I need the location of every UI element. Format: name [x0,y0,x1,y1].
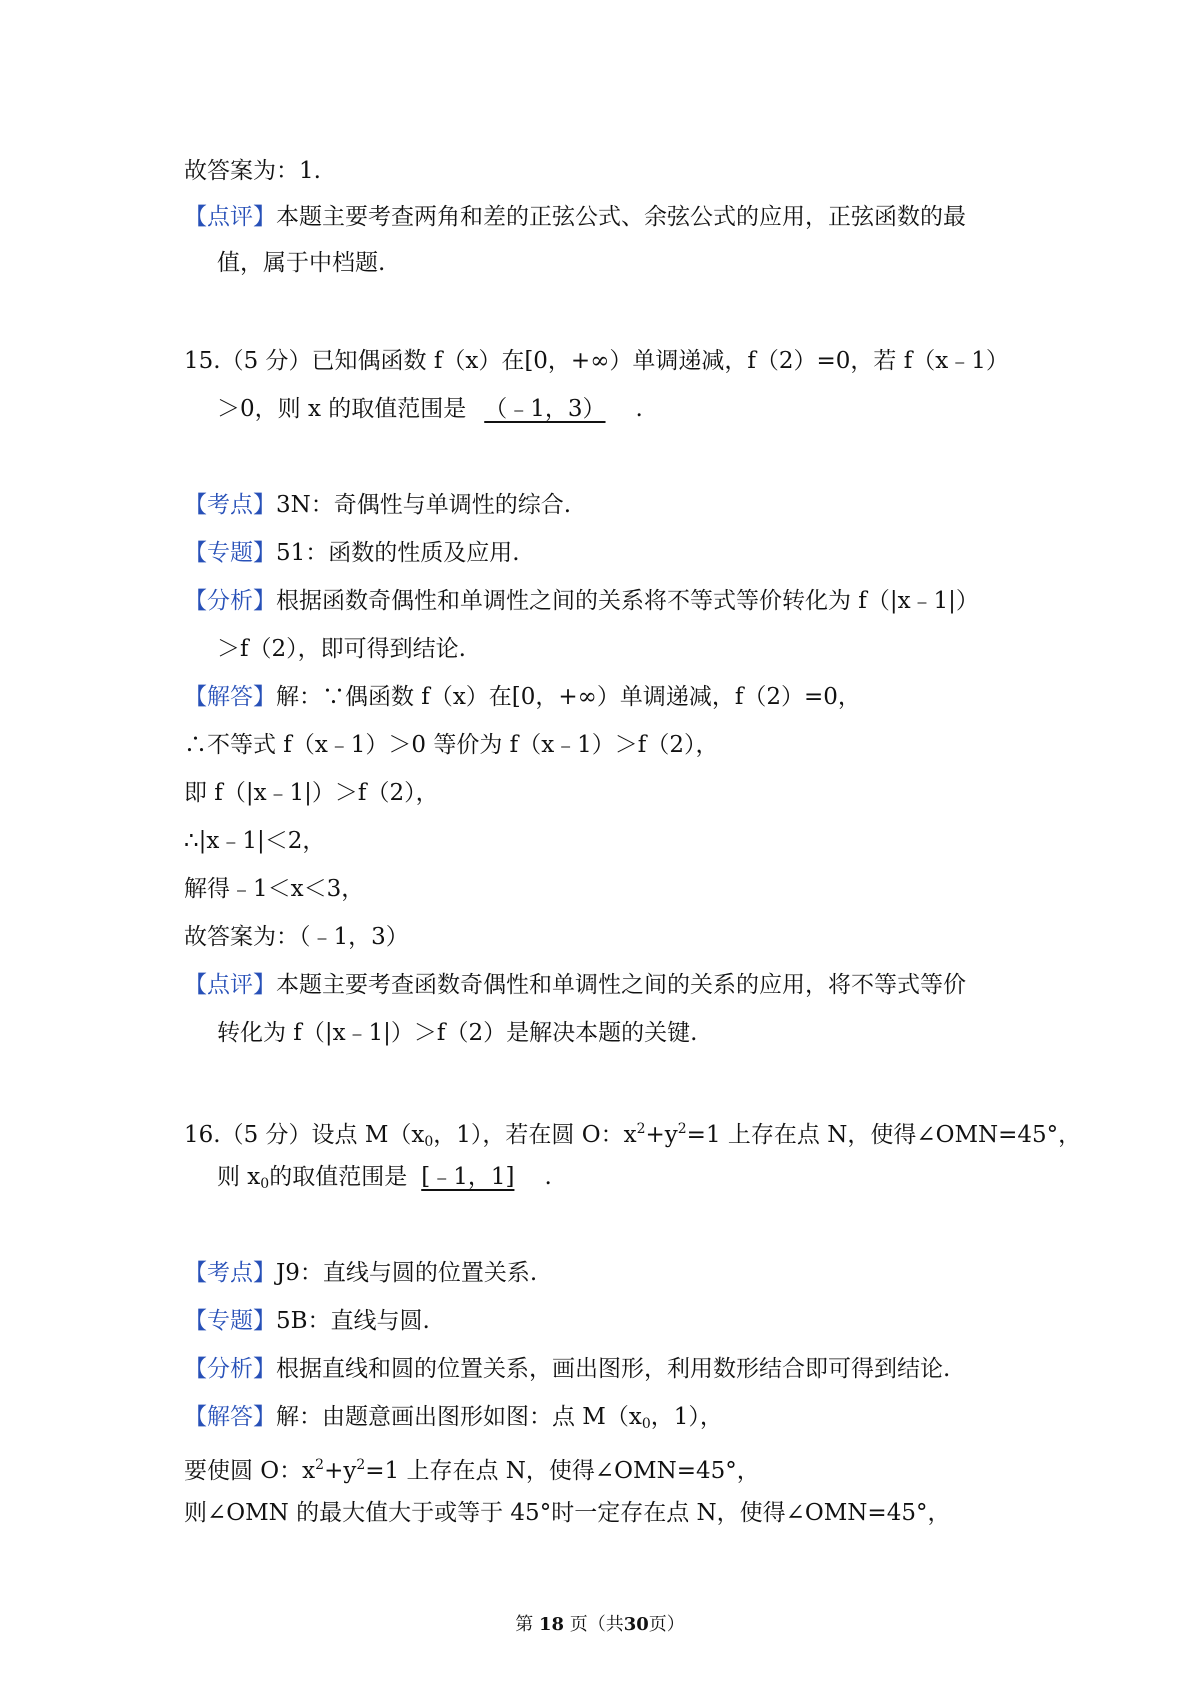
q16-stem-part: 16.（5 分）设点 M（x [184,1122,425,1148]
solution-text: 要使圆 O：x [184,1458,316,1484]
kaodian-tag: 【考点】 [184,1260,276,1286]
q15-solution-4 [184,874,364,904]
solution-text: +y [324,1458,357,1484]
q15-fenxi-line [184,586,979,616]
subscript: 0 [641,1416,651,1432]
prev-answer-line [184,156,321,186]
q15-solution-2 [184,778,439,808]
jieda-text: ，1）， [650,1404,723,1430]
q15-jieda-line [184,682,861,712]
zhuanti-tag: 【专题】 [184,540,276,566]
q15-solution-3 [184,826,325,856]
page-footer [0,1610,1200,1636]
q16-stem-part: ，1），若在圆 O：x [433,1122,637,1148]
zhuanti-text: 5B：直线与圆. [276,1308,430,1334]
q16-stem-part: 的取值范围是 [269,1164,408,1190]
comment-text-2: 值，属于中档题. [217,250,386,276]
subscript: 0 [424,1134,434,1150]
q16-solution-2 [184,1498,950,1528]
q15-stem-1: 15.（5 分）已知偶函数 f（x）在[0，+∞）单调递减，f（2）=0，若 f（x﹣1） [184,348,1009,374]
zhuanti-text: 51：函数的性质及应用. [276,540,520,566]
q15-stem-line-2 [217,394,643,424]
prev-comment-line-2 [217,248,385,278]
dianping-tag: 【点评】 [184,972,276,998]
q16-stem-line-1 [184,1114,1081,1157]
prev-comment-line [184,202,966,232]
q16-fenxi-line [184,1354,950,1384]
fenxi-text: 根据直线和圆的位置关系，画出图形，利用数形结合即可得到结论. [276,1356,951,1382]
fenxi-tag: 【分析】 [184,588,276,614]
superscript: 2 [356,1457,366,1473]
dianping-text: 本题主要考查函数奇偶性和单调性之间的关系的应用，将不等式等价 [276,972,966,998]
fenxi-tag: 【分析】 [184,1356,276,1382]
dianping-text-2: 转化为 f（|x﹣1|）＞f（2）是解决本题的关键. [217,1020,698,1046]
solution-text: =1 上存在点 N，使得∠OMN=45°， [365,1458,760,1484]
q15-stem-2: ＞0，则 x 的取值范围是 [217,396,467,422]
solution-text: 故答案为：（﹣1，3） [184,924,409,950]
q15-solution-5 [184,922,409,952]
q15-dianping-line [184,970,966,1000]
superscript: 2 [315,1457,325,1473]
q16-solution-1 [184,1450,760,1486]
q16-kaodian-line [184,1258,537,1288]
comment-text: 本题主要考查两角和差的正弦公式、余弦公式的应用，正弦函数的最 [276,204,966,230]
solution-text: ∴不等式 f（x﹣1）＞0 等价为 f（x﹣1）＞f（2）， [184,732,719,758]
q16-zhuanti-line [184,1306,430,1336]
q15-dianping-line-2 [217,1018,697,1048]
kaodian-tag: 【考点】 [184,492,276,518]
q16-stem-part: 则 x [217,1164,261,1190]
jieda-tag: 【解答】 [184,1404,276,1430]
q15-zhuanti-line [184,538,520,568]
superscript: 2 [636,1121,646,1137]
kaodian-text: 3N：奇偶性与单调性的综合. [276,492,572,518]
fenxi-text-2: ＞f（2），即可得到结论. [217,636,466,662]
fenxi-text: 根据函数奇偶性和单调性之间的关系将不等式等价转化为 f（|x﹣1|） [276,588,979,614]
q16-stem-line-2 [217,1162,552,1199]
q15-stem-line-1 [184,346,1009,376]
q15-stem-end: . [635,396,643,422]
q16-jieda-line [184,1402,723,1439]
superscript: 2 [677,1121,687,1137]
solution-text: 即 f（|x﹣1|）＞f（2）， [184,780,439,806]
q15-kaodian-line [184,490,571,520]
comment-tag: 【点评】 [184,204,276,230]
zhuanti-tag: 【专题】 [184,1308,276,1334]
q15-fenxi-line-2 [217,634,466,664]
jieda-tag: 【解答】 [184,684,276,710]
footer-text: 第 [515,1614,534,1635]
solution-text: 则∠OMN 的最大值大于或等于 45°时一定存在点 N，使得∠OMN=45°， [184,1500,951,1526]
solution-text: 解得﹣1＜x＜3， [184,876,365,902]
q16-stem-end: . [544,1164,552,1190]
kaodian-text: J9：直线与圆的位置关系. [276,1260,538,1286]
solution-text: ∴|x﹣1|＜2， [184,828,326,854]
q16-stem-part: =1 上存在点 N，使得∠OMN=45°， [686,1122,1082,1148]
q16-answer-blank: [﹣1，1] [421,1164,515,1190]
jieda-text: 解：由题意画出图形如图：点 M（x [276,1404,642,1430]
jieda-text: 解：∵偶函数 f（x）在[0，+∞）单调递减，f（2）=0， [276,684,861,710]
q16-stem-part: +y [645,1122,678,1148]
q15-answer-blank: （﹣1，3） [484,396,606,422]
page-number: 18 [538,1614,564,1635]
total-pages: 30 [623,1614,649,1635]
footer-text: 页（共 [569,1614,624,1635]
prev-answer: 故答案为：1. [184,158,321,184]
subscript: 0 [260,1176,270,1192]
footer-text: 页） [648,1614,685,1635]
q15-solution-1 [184,730,718,760]
